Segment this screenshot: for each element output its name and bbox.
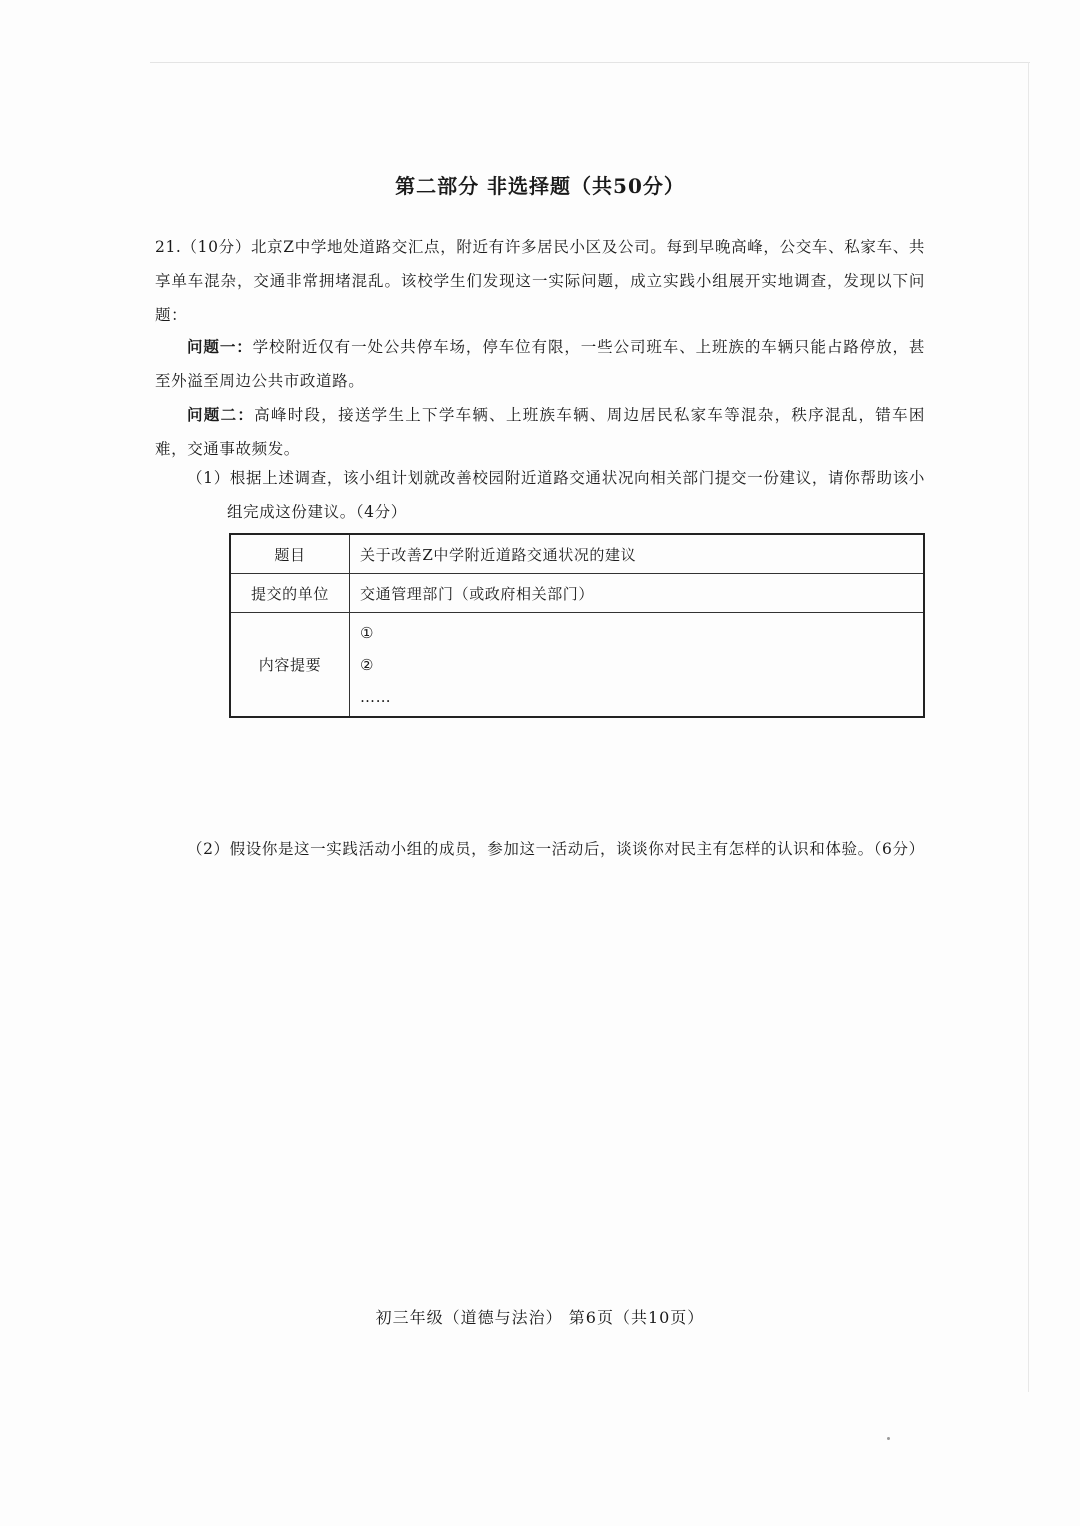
table-value-unit: 交通管理部门（或政府相关部门） <box>350 574 925 613</box>
question-21-intro: 21.（10分）北京Z中学地处道路交汇点，附近有许多居民小区及公司。每到早晚高峰，公交车、私家车、共享单车混杂，交通非常拥堵混乱。该校学生们发现这一实际问题，成立实践小组展开实地调查，发现以下问题： <box>155 238 925 324</box>
sub-question-1: （1）根据上述调查，该小组计划就改善校园附近道路交通状况向相关部门提交一份建议，请你帮助该小组完成这份建议。（4分） <box>187 469 925 521</box>
table-row-content <box>230 613 924 718</box>
issue-two-text: 高峰时段，接送学生上下学车辆、上班族车辆、周边居民私家车等混杂，秩序混乱，错车困难，交通事故频发。 <box>155 406 925 458</box>
table-value-content <box>350 613 925 718</box>
table-header-title: 题目 <box>230 534 350 574</box>
scan-edge-right <box>1028 62 1029 1392</box>
scan-speck <box>887 1437 890 1440</box>
table-value-title: 关于改善Z中学附近道路交通状况的建议 <box>350 534 925 574</box>
issue-one <box>155 330 925 398</box>
sub-question-2: （2）假设你是这一实践活动小组的成员，参加这一活动后，谈谈你对民主有怎样的认识和体验。（6分） <box>187 840 925 858</box>
proposal-table <box>229 533 925 718</box>
section-title: 第二部分 非选择题（共50分） <box>395 174 685 198</box>
issue-two <box>155 398 925 466</box>
issue-one-label: 问题一： <box>187 337 253 356</box>
table-row-title <box>230 534 924 574</box>
table-row-unit <box>230 574 924 613</box>
content-item-1: ① <box>360 623 375 642</box>
table-header-content: 内容提要 <box>230 613 350 718</box>
content-item-2: ② <box>360 655 375 674</box>
content-item-more: …… <box>360 687 392 706</box>
page-footer: 初三年级（道德与法治） 第6页（共10页） <box>375 1308 705 1327</box>
issue-one-text: 学校附近仅有一处公共停车场，停车位有限，一些公司班车、上班族的车辆只能占路停放，甚至外溢至周边公共市政道路。 <box>155 338 926 390</box>
issue-two-label: 问题二： <box>187 405 255 424</box>
scan-edge-top <box>150 62 1030 63</box>
table-header-unit: 提交的单位 <box>230 574 350 613</box>
